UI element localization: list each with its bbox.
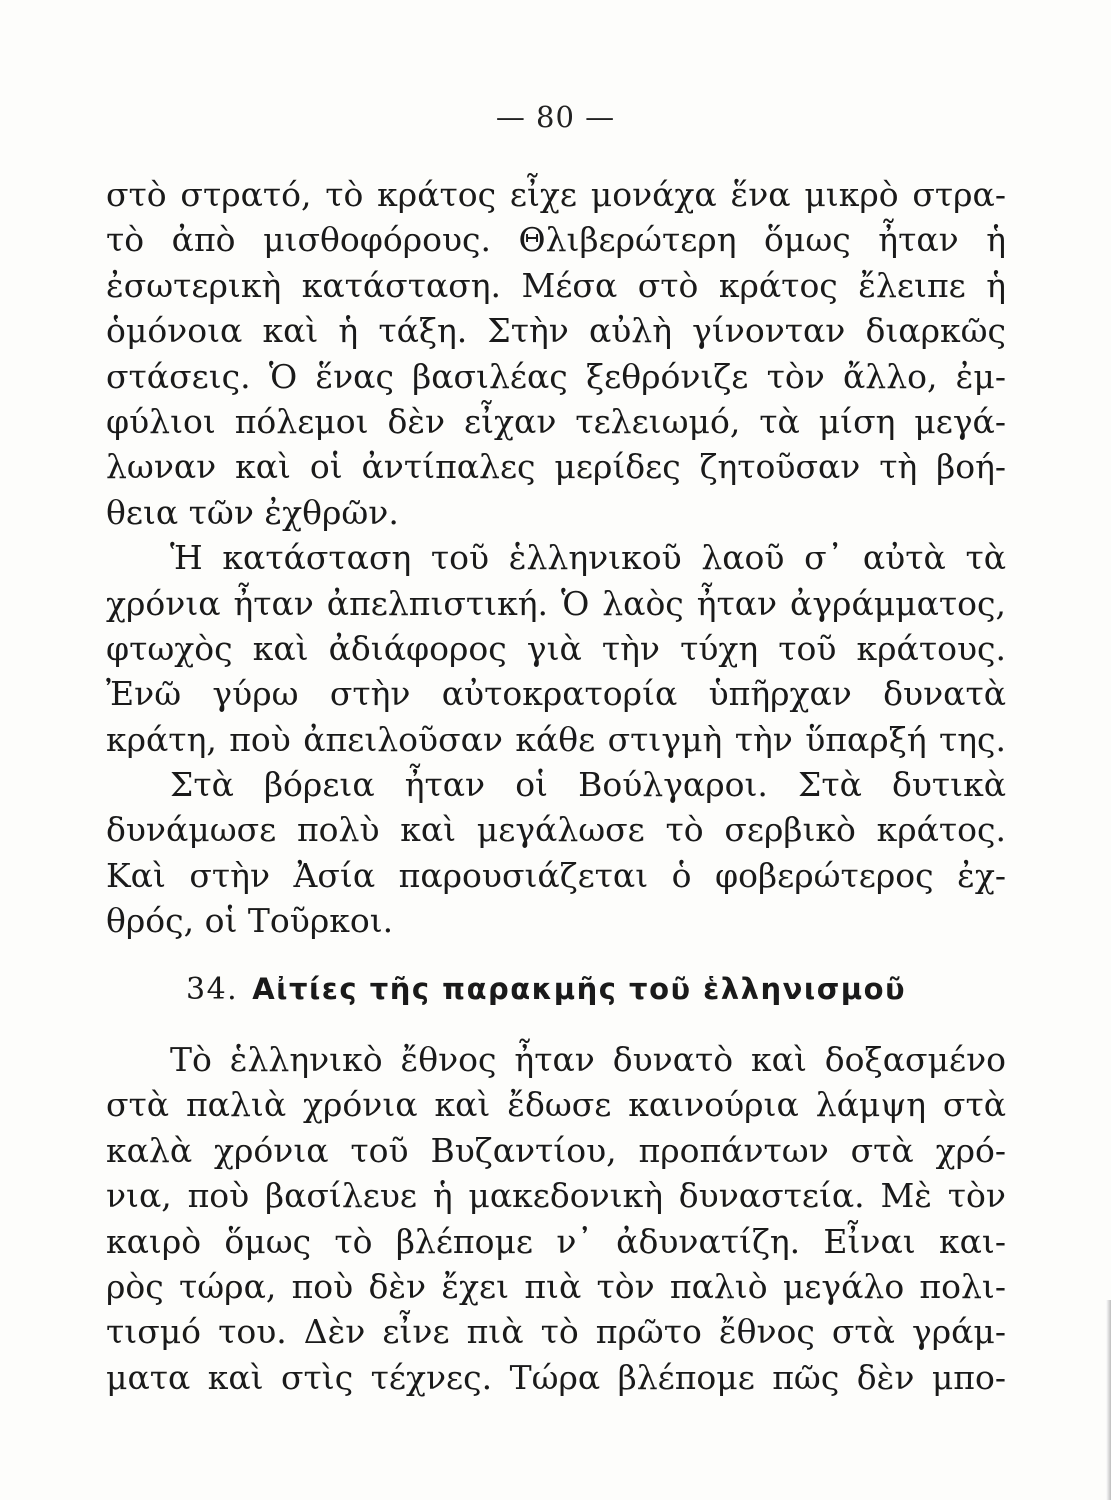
text-line: Στὰ βόρεια ἦταν οἱ Βούλγαροι. Στὰ δυτικὰ <box>170 765 1006 805</box>
section-number: 34. <box>186 972 239 1007</box>
text-line: καιρὸ ὅμως τὸ βλέπομε ν᾽ ἀδυνατίζη. Εἶναι και- <box>106 1221 1006 1261</box>
section-text-1 <box>106 172 1006 944</box>
text-line: δυνάμωσε πολὺ καὶ μεγάλωσε τὸ σερβικὸ κράτος. <box>106 810 1006 850</box>
text-line: θρός, οἱ Τοῦρκοι. <box>106 901 394 941</box>
text-line: ματα καὶ στὶς τέχνες. Τώρα βλέπομε πῶς δὲν μπο- <box>106 1357 1006 1397</box>
section-title: Αἰτίες τῆς παρακμῆς τοῦ ἑλληνισμοῦ <box>252 972 907 1006</box>
text-line: Ἡ κατάσταση τοῦ ἑλληνικοῦ λαοῦ σ᾽ αὐτὰ τὰ <box>170 538 1006 578</box>
text-line: Ἐνῶ γύρω στὴν αὐτοκρατορία ὑπῆρχαν δυνατὰ <box>106 674 1006 714</box>
text-line: καλὰ χρόνια τοῦ Βυζαντίου, προπάντων στὰ χρό- <box>106 1130 1006 1170</box>
text-line: λωναν καὶ οἱ ἀντίπαλες μερίδες ζητοῦσαν τὴ βοή- <box>106 447 1006 487</box>
text-line: φτωχὸς καὶ ἀδιάφορος γιὰ τὴν τύχη τοῦ κράτους. <box>106 628 1006 668</box>
text-line: Τὸ ἑλληνικὸ ἔθνος ἦταν δυνατὸ καὶ δοξασμένο <box>170 1040 1006 1079</box>
section-text-2 <box>106 1037 1006 1400</box>
text-line: στὸ στρατό, τὸ κράτος εἶχε μονάχα ἕνα μικρὸ στρα- <box>106 175 1006 214</box>
text-line: θεια τῶν ἐχθρῶν. <box>106 492 399 532</box>
text-line: στάσεις. Ὁ ἕνας βασιλέας ξεθρόνιζε τὸν ἄλλο, ἐμ- <box>106 356 1006 396</box>
text-line: ὁμόνοια καὶ ἡ τάξη. Στὴν αὐλὴ γίνονταν διαρκῶς <box>106 311 1006 351</box>
page-number: — 80 — <box>495 100 616 134</box>
text-line: φύλιοι πόλεμοι δὲν εἶχαν τελειωμό, τὰ μίση μεγά- <box>106 401 1006 441</box>
text-line: Καὶ στὴν Ἀσία παρουσιάζεται ὁ φοβερώτερος ἐχ- <box>106 855 1006 895</box>
text-line: κράτη, ποὺ ἀπειλοῦσαν κάθε στιγμὴ τὴν ὕπαρξή της. <box>106 719 1006 759</box>
text-line: νια, ποὺ βασίλευε ἡ μακεδονικὴ δυναστεία. Μὲ τὸν <box>106 1176 1006 1216</box>
text-line: χρόνια ἦταν ἀπελπιστική. Ὁ λαὸς ἦταν ἀγράμματος, <box>106 583 1006 623</box>
page-edge-shadow <box>1106 1300 1111 1500</box>
text-line: στὰ παλιὰ χρόνια καὶ ἔδωσε καινούρια λάμψη στὰ <box>106 1085 1006 1125</box>
text-line: ἐσωτερικὴ κατάσταση. Μέσα στὸ κράτος ἔλειπε ἡ <box>106 265 1006 305</box>
section-heading <box>186 972 946 1007</box>
text-line: τὸ ἀπὸ μισθοφόρους. Θλιβερώτερη ὅμως ἦταν ἡ <box>106 220 1006 260</box>
text-line: ρὸς τώρα, ποὺ δὲν ἔχει πιὰ τὸν παλιὸ μεγάλο πολι- <box>106 1266 1006 1306</box>
text-line: τισμό του. Δὲν εἶνε πιὰ τὸ πρῶτο ἔθνος στὰ γράμ- <box>106 1312 1006 1352</box>
